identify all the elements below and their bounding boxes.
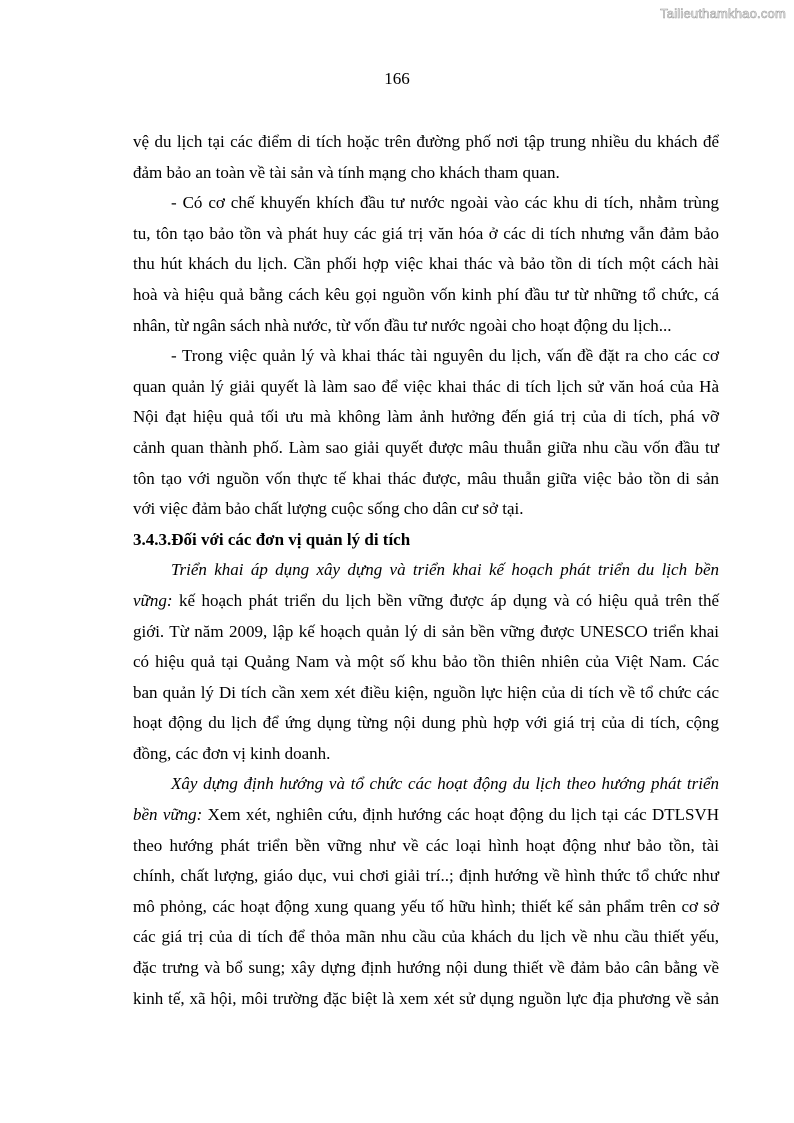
- paragraph-line: [133, 800, 719, 831]
- paragraph-line: thu hút khách du lịch. Cần phối hợp việc khai thác và bảo tồn di tích một cách hài: [133, 254, 719, 274]
- italic-lead: vững:: [133, 590, 173, 610]
- paragraph-line: nhân, từ ngân sách nhà nước, từ vốn đầu tư nước ngoài cho hoạt động du lịch...: [133, 315, 672, 335]
- paragraph-line: tu, tôn tạo bảo tồn và phát huy các giá trị văn hóa ở các di tích nhưng vẫn đảm bảo: [133, 223, 719, 243]
- paragraph-line: - Có cơ chế khuyến khích đầu tư nước ngoài vào các khu di tích, nhằm trùng: [171, 193, 719, 213]
- paragraph-line: đặc trưng và bổ sung; xây dựng định hướng nội dung thiết về đảm bảo cân bằng về: [133, 958, 719, 978]
- paragraph-line: cảnh quan thành phố. Làm sao giải quyết được mâu thuẫn giữa nhu cầu vốn đầu tư: [133, 437, 719, 457]
- paragraph-line: vệ du lịch tại các điểm di tích hoặc trên đường phố nơi tập trung nhiều du khách để: [133, 132, 719, 151]
- paragraph-line: ban quản lý Di tích cần xem xét điều kiện, nguồn lực hiện của di tích về tổ chức các: [133, 682, 719, 702]
- paragraph-line: [133, 769, 719, 800]
- paragraph-line: đảm bảo an toàn về tài sản và tính mạng cho khách tham quan.: [133, 162, 560, 182]
- document-body: [133, 127, 719, 1014]
- section-heading: 3.4.3.Đối với các đơn vị quản lý di tích: [133, 529, 411, 549]
- italic-lead: Xây dựng định hướng và tổ chức các hoạt động du lịch theo hướng phát triển: [171, 774, 719, 794]
- paragraph-line: với việc đảm bảo chất lượng cuộc sống cho dân cư sở tại.: [133, 499, 524, 519]
- italic-lead: Triển khai áp dụng xây dựng và triển khai kế hoạch phát triển du lịch bền: [171, 560, 719, 580]
- paragraph-line: [133, 555, 719, 586]
- paragraph-line: chính, chất lượng, giáo dục, vui chơi giải trí..; định hướng về hình thức tổ chức như: [133, 866, 719, 886]
- paragraph-line: có hiệu quả tại Quảng Nam và một số khu bảo tồn thiên nhiên của Việt Nam. Các: [133, 652, 719, 672]
- italic-lead: bền vững:: [133, 805, 203, 825]
- paragraph-line: các giá trị của di tích để thỏa mãn nhu cầu của khách du lịch về nhu cầu thiết yếu,: [133, 927, 719, 947]
- paragraph-line: [133, 586, 719, 617]
- paragraph-line: - Trong việc quản lý và khai thác tài nguyên du lịch, vấn đề đặt ra cho các cơ: [171, 346, 719, 366]
- paragraph-line: đồng, các đơn vị kinh doanh.: [133, 743, 331, 763]
- paragraph-line: Nội đạt hiệu quả tối ưu mà không làm ảnh hưởng đến giá trị của di tích, phá vỡ: [133, 407, 719, 427]
- paragraph-line: tôn tạo với nguồn vốn thực tế khai thác được, mâu thuẫn giữa việc bảo tồn di sản: [133, 468, 719, 488]
- paragraph-line: hoà và hiệu quả bằng cách kêu gọi nguồn vốn kinh phí đầu tư từ những tổ chức, cá: [133, 284, 719, 304]
- paragraph-line: kinh tế, xã hội, môi trường đặc biệt là xem xét sử dụng nguồn lực địa phương về sản: [133, 988, 719, 1008]
- paragraph-line: hoạt động du lịch để ứng dụng từng nội dung phù hợp với giá trị của di tích, cộng: [133, 713, 719, 733]
- page-number: 166: [384, 69, 410, 88]
- paragraph-line: theo hướng phát triển bền vững như về các loại hình hoạt động như bảo tồn, tài: [133, 835, 719, 855]
- paragraph-text: Xem xét, nghiên cứu, định hướng các hoạt động du lịch tại các DTLSVH: [202, 805, 719, 825]
- paragraph-text: kế hoạch phát triển du lịch bền vững được áp dụng và có hiệu quả trên thế: [172, 590, 719, 610]
- paragraph-line: quan quản lý giải quyết là làm sao để việc khai thác di tích lịch sử văn hoá của Hà: [133, 376, 719, 396]
- watermark: Tailieuthamkhao.com: [660, 6, 786, 21]
- paragraph-line: mô phỏng, các hoạt động xung quang yếu tố hữu hình; thiết kế sản phẩm trên cơ sở: [133, 896, 719, 916]
- paragraph-line: giới. Từ năm 2009, lập kế hoạch quản lý di sản bền vững được UNESCO triển khai: [133, 621, 719, 641]
